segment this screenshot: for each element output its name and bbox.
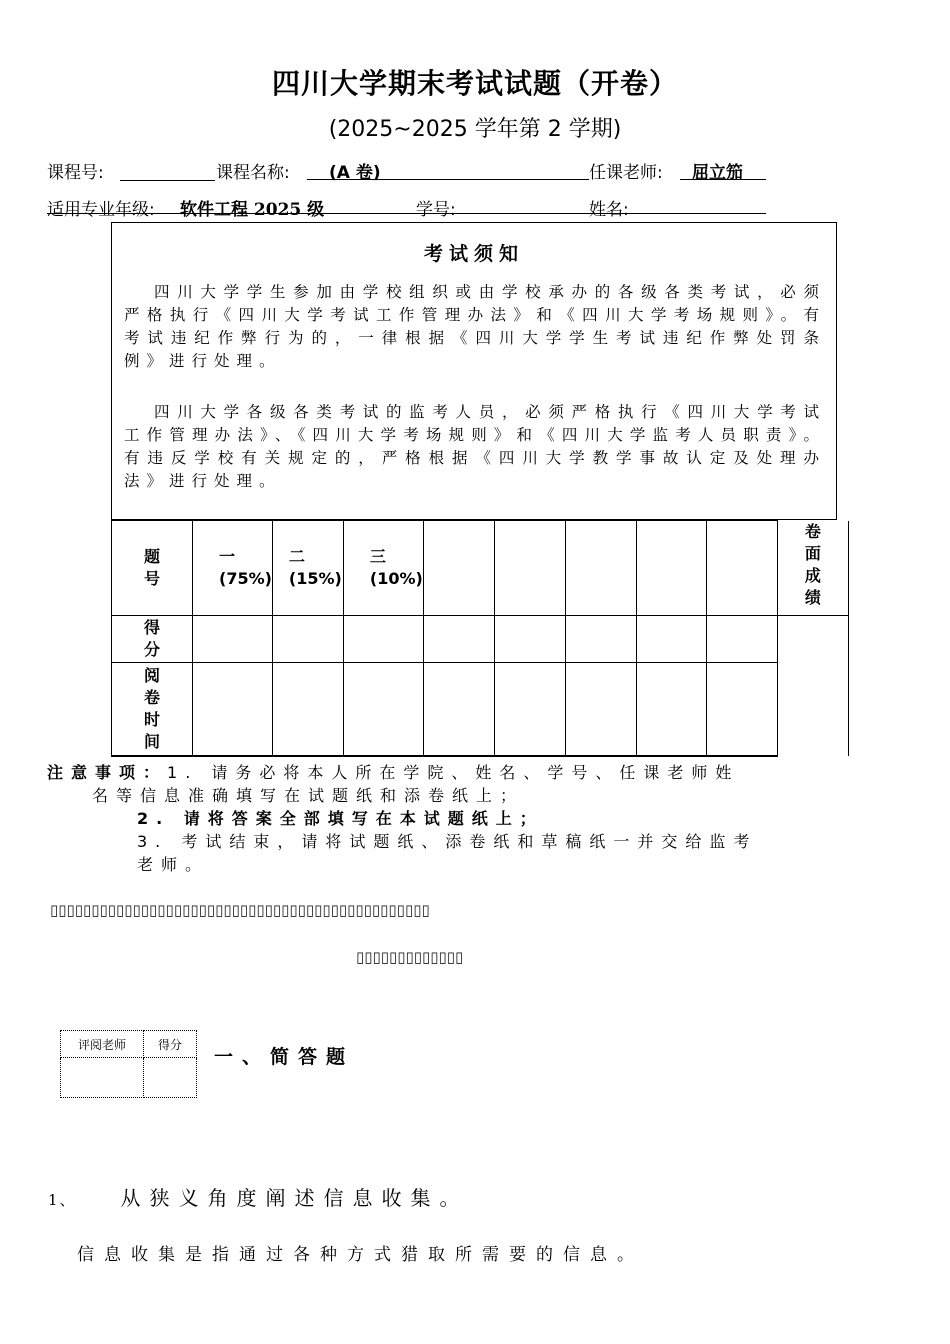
notice-paragraph-2: 四川大学各级各类考试的监考人员，必须严格执行《四川大学考试工作管理办法》、《四川大学考场规则》和《四川大学监考人员职责》。有违反学校有关规定的，严格根据《四川大学教学事故认定及处理办法》进行处理。 (124, 403, 826, 490)
total-score-cell[interactable] (777, 616, 848, 756)
column-header-2: 二 (15%) (272, 521, 343, 616)
question-1-answer: 信息收集是指通过各种方式猎取所需要的信息。 (77, 1245, 644, 1265)
review-time-cell[interactable] (193, 663, 273, 756)
review-time-cell[interactable] (706, 663, 777, 756)
score-cell[interactable] (343, 616, 423, 663)
notes-label: 注意事项： (47, 763, 168, 782)
question-1 (48, 1182, 469, 1211)
review-time-cell[interactable] (565, 663, 636, 756)
score-row-label: 得分 (112, 616, 193, 663)
grader-teacher-label: 评阅老师 (61, 1031, 144, 1058)
score-cell[interactable] (193, 616, 273, 663)
column-header-7 (636, 521, 706, 616)
note-item-3b: 老师。 (137, 855, 210, 874)
notes-block (47, 761, 739, 784)
note-item-1a: 1. 请务必将本人所在学院、姓名、学号、任课老师姓 (167, 763, 740, 782)
review-time-cell[interactable] (343, 663, 423, 756)
score-cell[interactable] (272, 616, 343, 663)
review-time-cell[interactable] (423, 663, 494, 756)
column-header-6 (565, 521, 636, 616)
score-cell[interactable] (706, 616, 777, 663)
note-item-1b: 名等信息准确填写在试题纸和添卷纸上； (92, 786, 525, 805)
column-header-4 (423, 521, 494, 616)
teacher-field[interactable]: 屈立笳 (680, 158, 766, 180)
notice-title: 考试须知 (423, 243, 524, 265)
placeholder-glyph-line-1: ▯▯▯▯▯▯▯▯▯▯▯▯▯▯▯▯▯▯▯▯▯▯▯▯▯▯▯▯▯▯▯▯▯▯▯▯▯▯▯▯▯▯▯▯▯▯ (50, 901, 430, 919)
course-no-label: 课程号: (47, 163, 104, 183)
total-score-header: 卷面成绩 (777, 521, 848, 616)
grader-score-box (60, 1030, 197, 1098)
section-title: 一、简答题 (214, 1046, 355, 1068)
notice-paragraph-1: 四川大学学生参加由学校组织或由学校承办的各级各类考试，必须严格执行《四川大学考试工作管理办法》和《四川大学考场规则》。有考试违纪作弊行为的，一律根据《四川大学学生考试违纪作弊处罚条例》进行处理。 (124, 283, 826, 370)
course-name-label: 课程名称: (216, 163, 290, 183)
exam-notice-box (111, 222, 837, 520)
score-cell[interactable] (494, 616, 565, 663)
course-no-field[interactable] (120, 158, 215, 181)
grader-score-label: 得分 (144, 1031, 197, 1058)
review-time-cell[interactable] (272, 663, 343, 756)
page-subtitle: (2025~2025 学年第 2 学期) (328, 117, 622, 142)
score-cell[interactable] (636, 616, 706, 663)
student-no-label: 学号: (416, 200, 456, 220)
review-time-cell[interactable] (636, 663, 706, 756)
score-cell[interactable] (565, 616, 636, 663)
major-field[interactable]: 软件工程 2025 级 (180, 200, 325, 220)
course-name-field[interactable]: (A 卷) (307, 158, 589, 180)
review-time-cell[interactable] (494, 663, 565, 756)
name-label: 姓名: (589, 200, 629, 220)
score-table (111, 520, 849, 757)
placeholder-glyph-line-2: ▯▯▯▯▯▯▯▯▯▯▯▯▯ (356, 948, 464, 966)
column-header-1: 一 (75%) (193, 521, 273, 616)
question-1-number: 1、 (48, 1191, 77, 1209)
note-item-3a: 3. 考试结束，请将试题纸、添卷纸和草稿纸一并交给监考 (137, 832, 758, 851)
column-header-3: 三 (10%) (343, 521, 423, 616)
major-label: 适用专业年级: (47, 200, 155, 220)
page-title: 四川大学期末考试试题（开卷） (271, 67, 678, 100)
teacher-label: 任课老师: (589, 163, 663, 183)
grader-teacher-cell[interactable] (61, 1058, 144, 1098)
grader-score-cell[interactable] (144, 1058, 197, 1098)
review-time-label: 阅卷时间 (112, 663, 193, 756)
question-number-header: 题号 (112, 521, 193, 616)
column-header-8 (706, 521, 777, 616)
question-1-text: 从狭义角度阐述信息收集。 (120, 1186, 469, 1210)
note-item-2: 2. 请将答案全部填写在本试题纸上； (137, 809, 544, 828)
score-cell[interactable] (423, 616, 494, 663)
column-header-5 (494, 521, 565, 616)
